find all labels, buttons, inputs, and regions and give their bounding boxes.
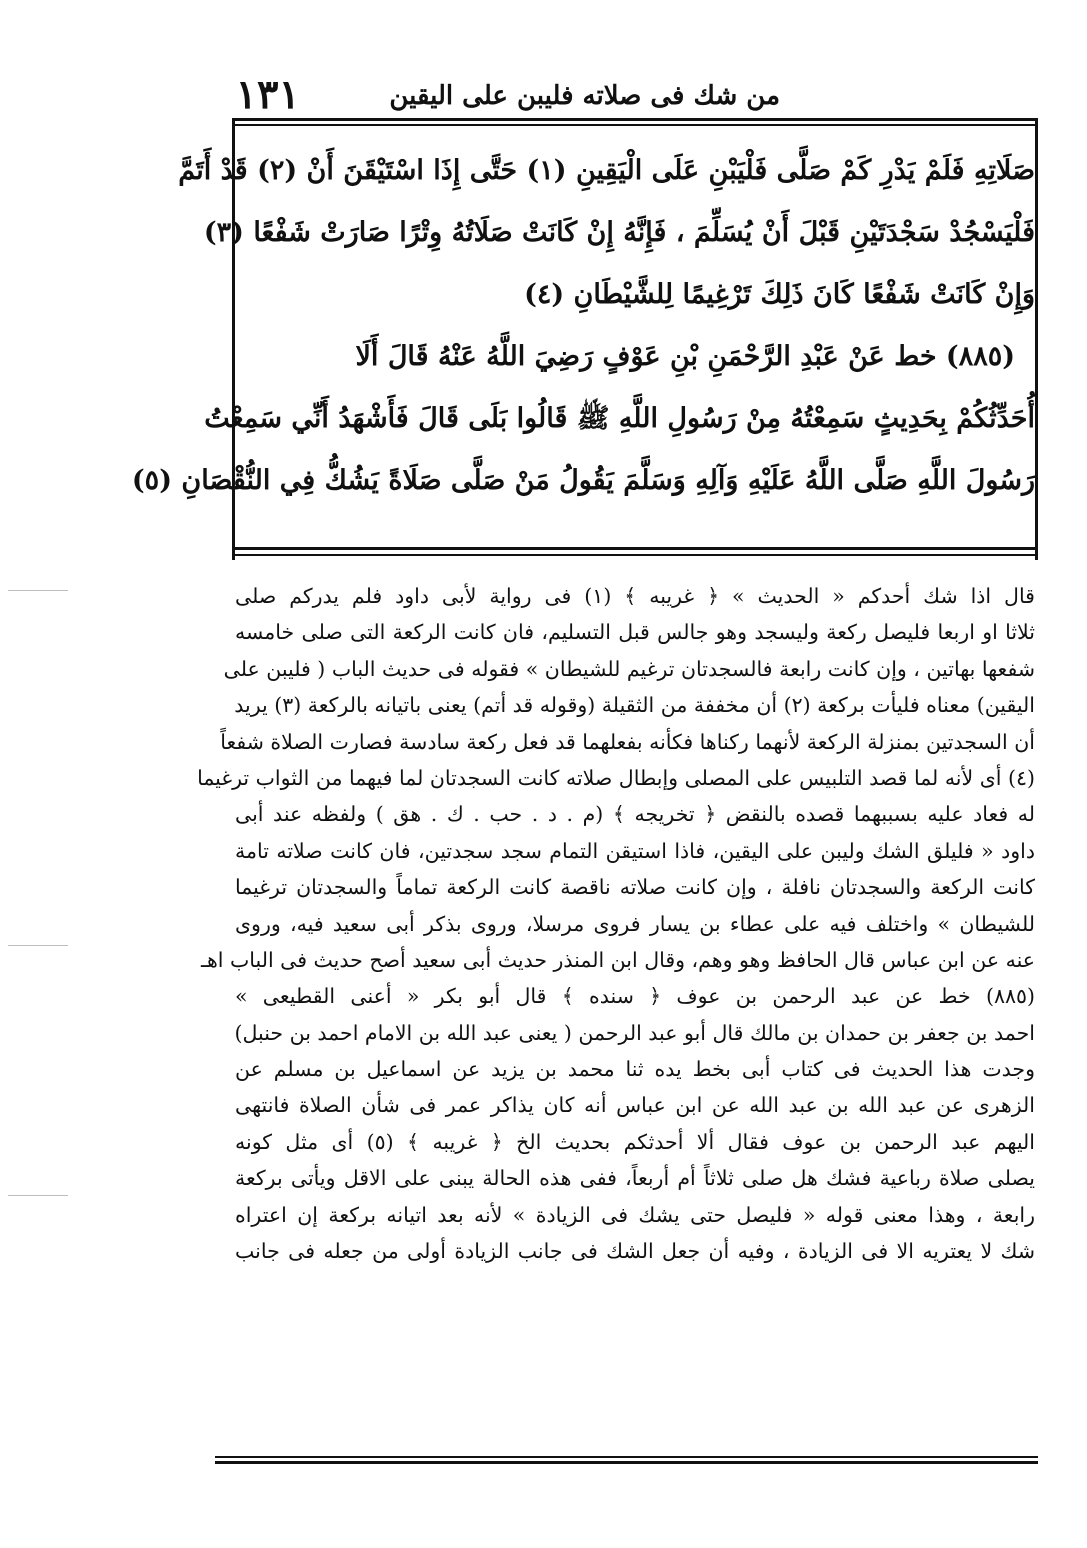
commentary-line: عنه عن ابن عباس قال الحافظ وهو وهم، وقال ابن المنذر حديث أبى سعيد أصح حديث فى الباب اهـ (200, 947, 1035, 972)
hadith-line: رَسُولَ اللَّهِ صَلَّى اللَّهُ عَلَيْهِ وَآلِهِ وَسَلَّمَ يَقُولُ مَنْ صَلَّى صَلَاةً يَشُكُّ فِي النُّقْصَانِ (٥) (131, 465, 1035, 496)
commentary-line: اليهم عبد الرحمن بن عوف فقال ألا أحدثكم بحديث الخ ﴿ غريبه ﴾ (٥) أى مثل كونه (235, 1129, 1035, 1154)
hadith-line-numbered: (٨٨٥) خط عَنْ عَبْدِ الرَّحْمَنِ بْنِ عَوْفٍ رَضِيَ اللَّهُ عَنْهُ قَالَ أَلَا (355, 341, 1015, 372)
section-divider-bottom (232, 554, 1038, 556)
commentary-line: احمد بن جعفر بن حمدان بن مالك قال أبو عبد الرحمن ( يعنى عبد الله بن الامام احمد بن حنبل) (234, 1020, 1035, 1045)
commentary-line: أن السجدتين بمنزلة الركعة لأنهما ركناها فكأنه بفعلهما قد فعل ركعة سادسة فصارت الصلاة شفعاً (220, 729, 1035, 754)
header-rule-top (232, 118, 1038, 121)
footer-rule-bottom (215, 1461, 1038, 1464)
commentary-line: كانت الركعة والسجدتان نافلة ، وإن كانت صلاته ناقصة كانت الركعة تماماً والسجدتان ترغيما (235, 875, 1035, 900)
commentary-line: رابعة ، وهذا معنى قوله « فليصل حتى يشك فى الزيادة » لأنه بعد اتيانه بركعة إن اعتراه (235, 1202, 1035, 1227)
commentary-line: يصلى صلاة رباعية فشك هل صلى ثلاثاً أم أربعاً، ففى هذه الحالة يبنى على الاقل ويأتى بركعة (235, 1166, 1035, 1191)
commentary-line: داود « فليلق الشك وليبن على اليقين، فاذا استيقن التمام سجد سجدتين، فان كانت صلاته تامة (235, 838, 1035, 863)
hadith-line: وَإِنْ كَانَتْ شَفْعًا كَانَ ذَلِكَ تَرْغِيمًا لِلشَّيْطَانِ (٤) (524, 279, 1035, 310)
commentary-line: (٨٨٥) خط عن عبد الرحمن بن عوف ﴿ سنده ﴾ قال أبو بكر « أعنى القطيعى » (235, 984, 1035, 1009)
scan-mark (8, 1195, 68, 1196)
commentary-line: قال اذا شك أحدكم « الحديث » ﴿ غريبه ﴾ (١) فى رواية لأبى داود فلم يدركم صلى (235, 584, 1035, 608)
box-right-border (1035, 118, 1038, 560)
commentary-line: شفعها بهاتين ، وإن كانت رابعة فالسجدتان ترغيم للشيطان » فقوله فى حديث الباب ( فليبن على (223, 656, 1035, 681)
header-rule-bottom (232, 124, 1038, 126)
page-header (235, 70, 1030, 120)
commentary-line: ثلاثا او اربعا فليصل ركعة وليسجد وهو جالس قبل التسليم، فان كانت الركعة التى صلى خامسه (235, 620, 1035, 645)
hadith-line: فَلْيَسْجُدْ سَجْدَتَيْنِ قَبْلَ أَنْ يُسَلِّمَ ، فَإِنَّهُ إِنْ كَانَتْ صَلَاتُهُ وِتْرًا صَارَتْ شَفْعًا (٣) (203, 217, 1035, 248)
commentary-line: له فعاد عليه بسببهما قصده بالنقض ﴿ تخريجه ﴾ (م . د . حب . ك . هق ) ولفظه عند أبى (235, 802, 1035, 827)
commentary-line: وجدت هذا الحديث فى كتاب أبى بخط يده ثنا محمد بن يزيد عن اسماعيل بن مسلم عن (235, 1057, 1035, 1082)
commentary-line: اليقين) معناه فليأت بركعة (٢) أن مخففة من الثقيلة (وقوله قد أتم) يعنى باتيانه بالركعة (٣) يريد (234, 693, 1035, 718)
commentary-line: الزهرى عن عبد الله بن عبد الله عن ابن عباس أنه كان يذاكر عمر فى شأن الصلاة فانتهى (235, 1093, 1035, 1118)
hadith-line: صَلَاتِهِ فَلَمْ يَدْرِ كَمْ صَلَّى فَلْيَبْنِ عَلَى الْيَقِينِ (١) حَتَّى إِذَا اسْتَيْقَنَ أَنْ (٢) قَدْ أَتَمَّ (178, 155, 1035, 186)
commentary-line: شك لا يعتريه الا فى الزيادة ، وفيه أن جعل الشك فى جانب الزيادة أولى من جعله فى جانب (235, 1239, 1035, 1264)
hadith-text-block (131, 140, 1035, 512)
scan-mark (8, 590, 68, 591)
commentary-line: للشيطان » واختلف فيه على عطاء بن يسار فروى مرسلا، وروى بذكر أبى سعيد فيه، وروى (235, 911, 1035, 936)
commentary-block (197, 578, 1035, 1269)
scan-mark (8, 945, 68, 946)
page-number: ١٣١ (235, 71, 300, 118)
running-title: من شك فى صلاته فليبن على اليقين (389, 81, 780, 111)
footer-rule-top (215, 1456, 1038, 1458)
commentary-line: (٤) أى لأنه لما قصد التلبيس على المصلى وإبطال صلاته كانت السجدتان لما فيهما من الثواب ترغيما (197, 765, 1035, 790)
hadith-line: أُحَدِّثُكُمْ بِحَدِيثٍ سَمِعْتُهُ مِنْ رَسُولِ اللَّهِ ﷺ قَالُوا بَلَى قَالَ فَأَشْهَدُ أَنِّي سَمِعْتُ (204, 403, 1035, 434)
section-divider-top (232, 547, 1038, 550)
